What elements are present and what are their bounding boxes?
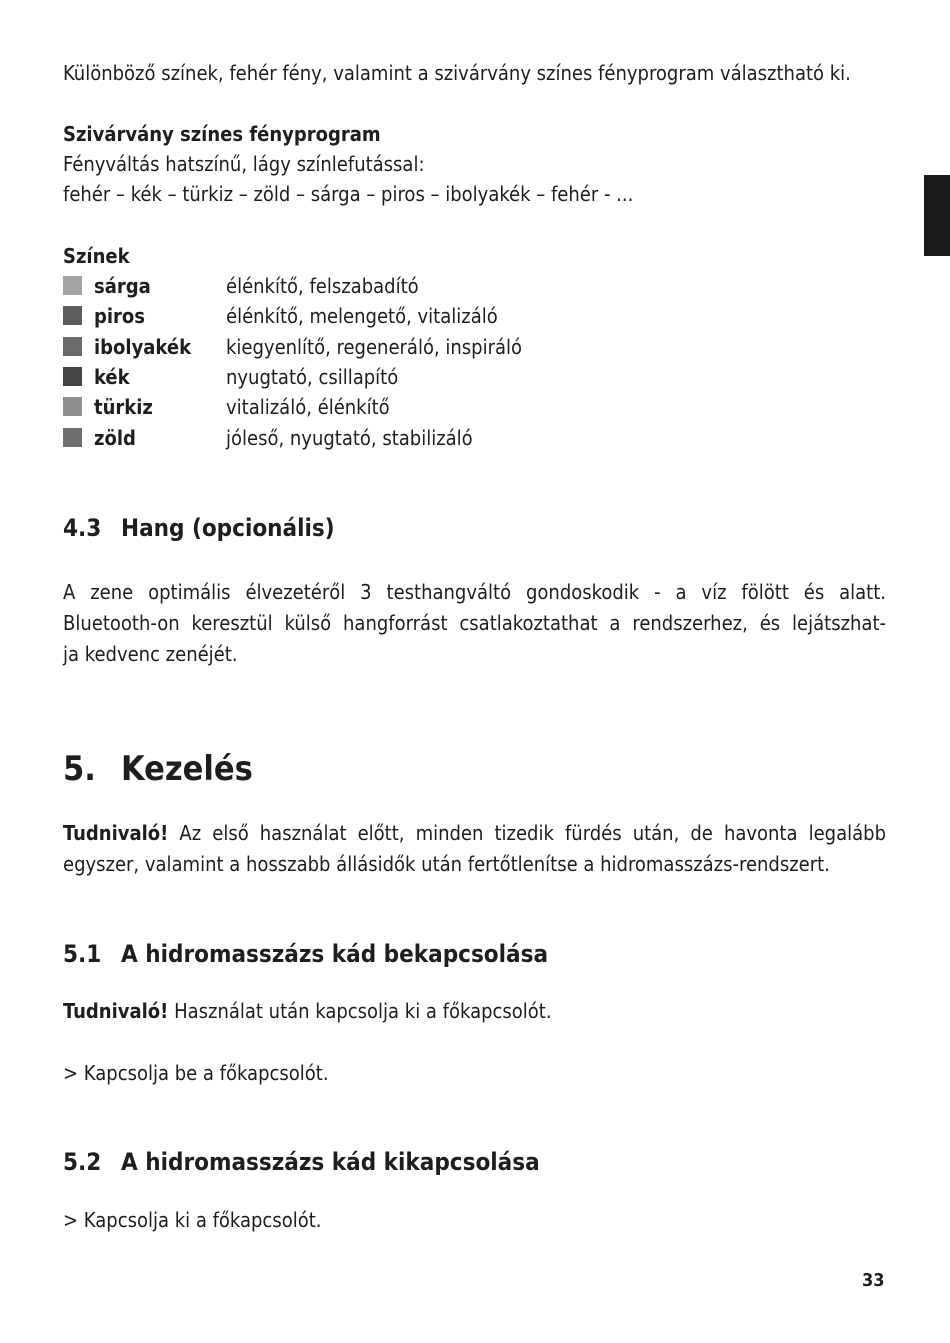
page-number: 33 (862, 1270, 885, 1291)
section-number: 5. (63, 749, 96, 789)
color-swatch (63, 428, 82, 447)
color-swatch (63, 337, 82, 356)
color-name: türkiz (94, 395, 153, 419)
note-text: Használat után kapcsolja ki a főkapcsolót. (174, 999, 552, 1023)
color-description: élénkítő, melengető, vitalizáló (226, 304, 498, 328)
color-name: sárga (94, 274, 151, 298)
color-description: jóleső, nyugtató, stabilizáló (226, 426, 473, 450)
section-5-2-step: > Kapcsolja ki a főkapcsolót. (63, 1208, 322, 1232)
rainbow-line-2: fehér – kék – türkiz – zöld – sárga – piros – ibolyakék – fehér - ... (63, 182, 634, 206)
section-5-note-line-2: egyszer, valamint a hosszabb állásidők után fertőtlenítse a hidromasszázs-rendszert. (63, 852, 830, 876)
section-4-3-para-line-1: A zene optimális élvezetéről 3 testhangváltó gondoskodik - a víz fölött és alatt. (63, 580, 886, 604)
intro-text: Különböző színek, fehér fény, valamint a szivárvány színes fényprogram választható ki. (63, 61, 851, 85)
color-swatch (63, 397, 82, 416)
section-5-1-note (63, 996, 552, 1026)
color-swatch (63, 276, 82, 295)
section-5-heading (63, 749, 253, 789)
color-description: vitalizáló, élénkítő (226, 395, 390, 419)
section-5-2-heading (63, 1146, 540, 1178)
note-label: Tudnivaló! (63, 999, 169, 1023)
section-5-1-step: > Kapcsolja be a főkapcsolót. (63, 1061, 329, 1085)
section-4-3-para-line-2: Bluetooth-on keresztül külső hangforrást csatlakoztathat a rendszerhez, és lejátszhat- (63, 611, 886, 635)
color-swatch (63, 367, 82, 386)
rainbow-title: Szivárvány színes fényprogram (63, 122, 381, 146)
color-swatch (63, 306, 82, 325)
section-number: 5.1 (63, 940, 102, 968)
note-text: Az első használat előtt, minden tizedik fürdés után, de havonta legalább (179, 821, 886, 845)
note-label: Tudnivaló! (63, 821, 169, 845)
colors-title: Színek (63, 244, 130, 268)
rainbow-line-1: Fényváltás hatszínű, lágy színlefutással: (63, 152, 425, 176)
section-title: A hidromasszázs kád kikapcsolása (121, 1148, 540, 1176)
section-title: A hidromasszázs kád bekapcsolása (121, 940, 549, 968)
color-description: kiegyenlítő, regeneráló, inspiráló (226, 335, 523, 359)
section-4-3-para-line-3: ja kedvenc zenéjét. (63, 642, 238, 666)
color-name: kék (94, 365, 130, 389)
section-title: Kezelés (121, 749, 253, 789)
section-number: 4.3 (63, 514, 102, 542)
color-name: piros (94, 304, 145, 328)
chapter-tab-marker (924, 175, 950, 256)
section-number: 5.2 (63, 1148, 102, 1176)
section-5-note-line-1 (63, 818, 886, 848)
color-name: ibolyakék (94, 335, 192, 359)
section-title: Hang (opcionális) (121, 514, 335, 542)
color-description: nyugtató, csillapító (226, 365, 399, 389)
section-4-3-heading (63, 512, 335, 544)
color-name: zöld (94, 426, 136, 450)
color-description: élénkítő, felszabadító (226, 274, 419, 298)
section-5-1-heading (63, 938, 548, 970)
